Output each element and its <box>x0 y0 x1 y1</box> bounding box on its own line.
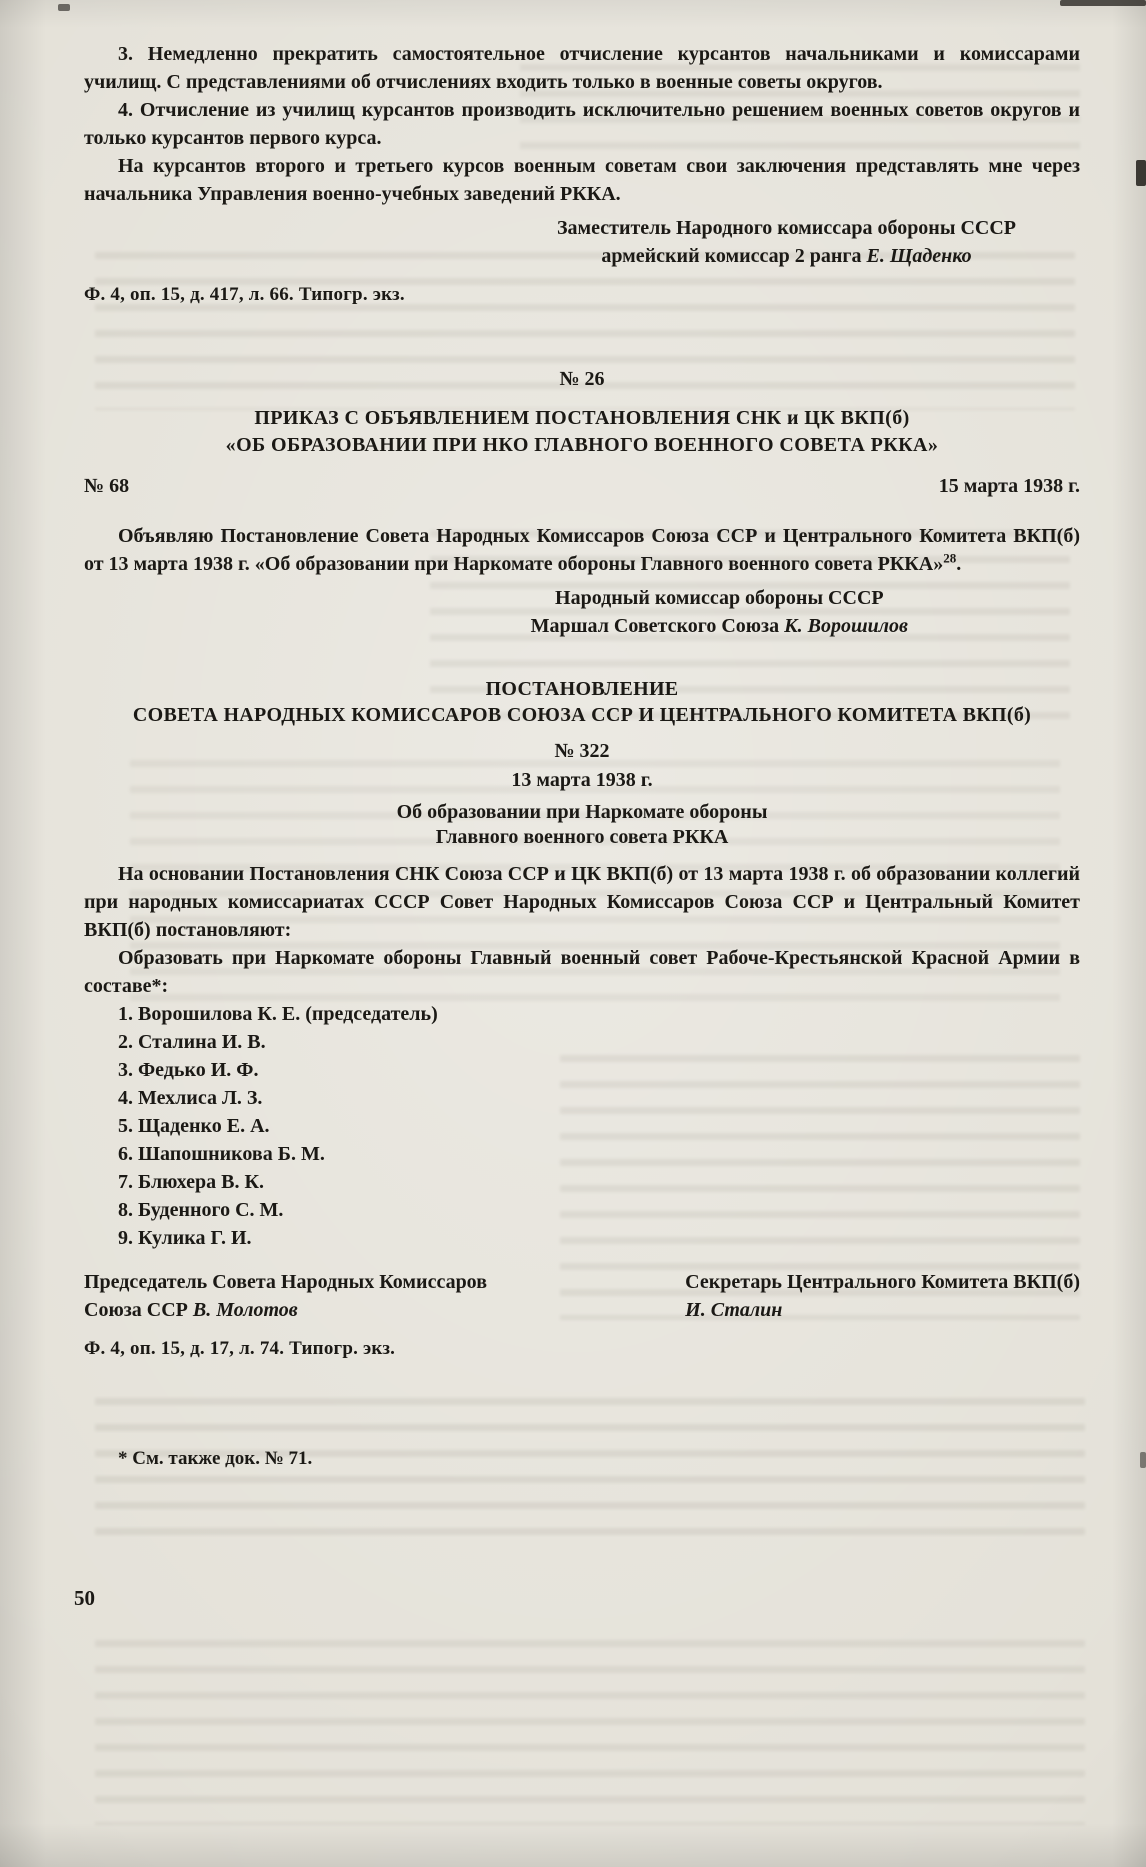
list-item: 8. Буденного С. М. <box>118 1199 284 1221</box>
order-date: 15 марта 1938 г. <box>938 475 1080 497</box>
decree-subject <box>84 800 1080 850</box>
footnote-reference: 28 <box>943 550 957 566</box>
scan-edge-smudge <box>1060 0 1146 6</box>
order-item-5: На курсантов второго и третьего курсов военным советам свои заключения представлять мне через начальника Управления военно-учебных заведений РККА. <box>84 155 1080 205</box>
order-title-line1: ПРИКАЗ С ОБЪЯВЛЕНИЕМ ПОСТАНОВЛЕНИЯ СНК и ЦК ВКП(б) <box>254 407 910 429</box>
order-number: № 68 <box>84 475 130 497</box>
signature-rank: армейский комиссар 2 ранга <box>601 245 862 267</box>
order-body-text: Объявляю Постановление Совета Народных Комиссаров Союза ССР и Центрального Комитета ВКП(б) от 13 марта 1938 г. «Об образовании при Наркомате обороны Главного военного совета РККА» <box>84 525 1080 575</box>
list-item: 2. Сталина И. В. <box>118 1031 266 1053</box>
council-members-list <box>84 1000 1080 1252</box>
decree-paragraph-2: Образовать при Наркомате обороны Главный военный совет Рабоче-Крестьянской Красной Армии в составе*: <box>84 947 1080 997</box>
list-item: 1. Ворошилова К. Е. (председатель) <box>118 1003 438 1025</box>
order-item-3: 3. Немедленно прекратить самостоятельное отчисление курсантов начальниками и комиссарами училищ. С представлениями об отчислениях входить только в военные советы округов. <box>84 43 1080 93</box>
signature-role-line1: Председатель Совета Народных Комиссаров <box>84 1271 487 1293</box>
decree-subject-line1: Об образовании при Наркомате обороны <box>396 801 768 823</box>
list-item: 3. Федько И. Ф. <box>118 1059 259 1081</box>
order-body <box>84 522 1080 578</box>
signature-block-stalin <box>685 1268 1080 1324</box>
list-item: 5. Щаденко Е. А. <box>118 1115 270 1137</box>
signature-role: Заместитель Народного комиссара обороны СССР <box>556 217 1016 239</box>
scan-edge-smudge <box>1136 160 1146 186</box>
decree-heading-line2: СОВЕТА НАРОДНЫХ КОМИССАРОВ СОЮЗА ССР И ЦЕНТРАЛЬНОГО КОМИТЕТА ВКП(б) <box>132 704 1032 726</box>
decree-heading-line1: ПОСТАНОВЛЕНИЕ <box>485 678 679 700</box>
list-item: 6. Шапошникова Б. М. <box>118 1143 325 1165</box>
order-title-line2: «ОБ ОБРАЗОВАНИИ ПРИ НКО ГЛАВНОГО ВОЕННОГО СОВЕТА РККА» <box>225 434 939 456</box>
scan-edge-smudge <box>58 4 70 11</box>
order-title <box>84 405 1080 459</box>
signature-block-voroshilov <box>531 584 908 640</box>
document-number-26: № 26 <box>559 368 605 390</box>
decree-subject-line2: Главного военного совета РККА <box>435 826 729 848</box>
bleedthrough-artifact <box>95 1640 1085 1825</box>
order-number-date-row <box>84 475 1080 498</box>
signature-name: В. Молотов <box>192 1299 298 1321</box>
signature-block-shchadenko <box>557 214 1016 270</box>
signature-line <box>531 612 908 640</box>
signature-role: Народный комиссар обороны СССР <box>555 587 884 609</box>
scan-edge-smudge <box>1140 1452 1146 1468</box>
page-number: 50 <box>74 1586 95 1610</box>
decree-heading <box>84 676 1080 728</box>
list-item: 4. Мехлиса Л. З. <box>118 1087 263 1109</box>
signature-line <box>84 1296 487 1324</box>
signature-role-line2: Союза ССР <box>84 1299 188 1321</box>
list-item: 7. Блюхера В. К. <box>118 1171 265 1193</box>
signature-line <box>557 242 1016 270</box>
archive-reference: Ф. 4, оп. 15, д. 17, л. 74. Типогр. экз. <box>84 1338 396 1359</box>
signature-role: Секретарь Центрального Комитета ВКП(б) <box>685 1271 1080 1293</box>
order-item-4: 4. Отчисление из училищ курсантов производить исключительно решением военных советов округов и только курсантов первого курса. <box>84 99 1080 149</box>
archive-reference: Ф. 4, оп. 15, д. 417, л. 66. Типогр. экз. <box>84 284 405 305</box>
signature-name: Е. Щаденко <box>866 245 972 267</box>
footnote: * См. также док. № 71. <box>118 1448 313 1469</box>
list-item: 9. Кулика Г. И. <box>118 1227 252 1249</box>
decree-date: 13 марта 1938 г. <box>511 769 653 791</box>
order-body-end: . <box>956 553 962 575</box>
signature-name: И. Сталин <box>685 1299 783 1321</box>
signature-name: К. Ворошилов <box>784 615 908 637</box>
document-content <box>84 40 1080 1489</box>
decree-number: № 322 <box>554 740 610 762</box>
signature-rank: Маршал Советского Союза <box>530 615 780 637</box>
decree-paragraph-1: На основании Постановления СНК Союза ССР и ЦК ВКП(б) от 13 марта 1938 г. об образовании коллегий при народных комиссариатах СССР Совет Народных Комиссаров Союза ССР и Центральный Комитет ВКП(б) постановляют: <box>84 863 1080 941</box>
signature-block-molotov <box>84 1268 487 1324</box>
decree-signatures-row <box>84 1268 1080 1324</box>
